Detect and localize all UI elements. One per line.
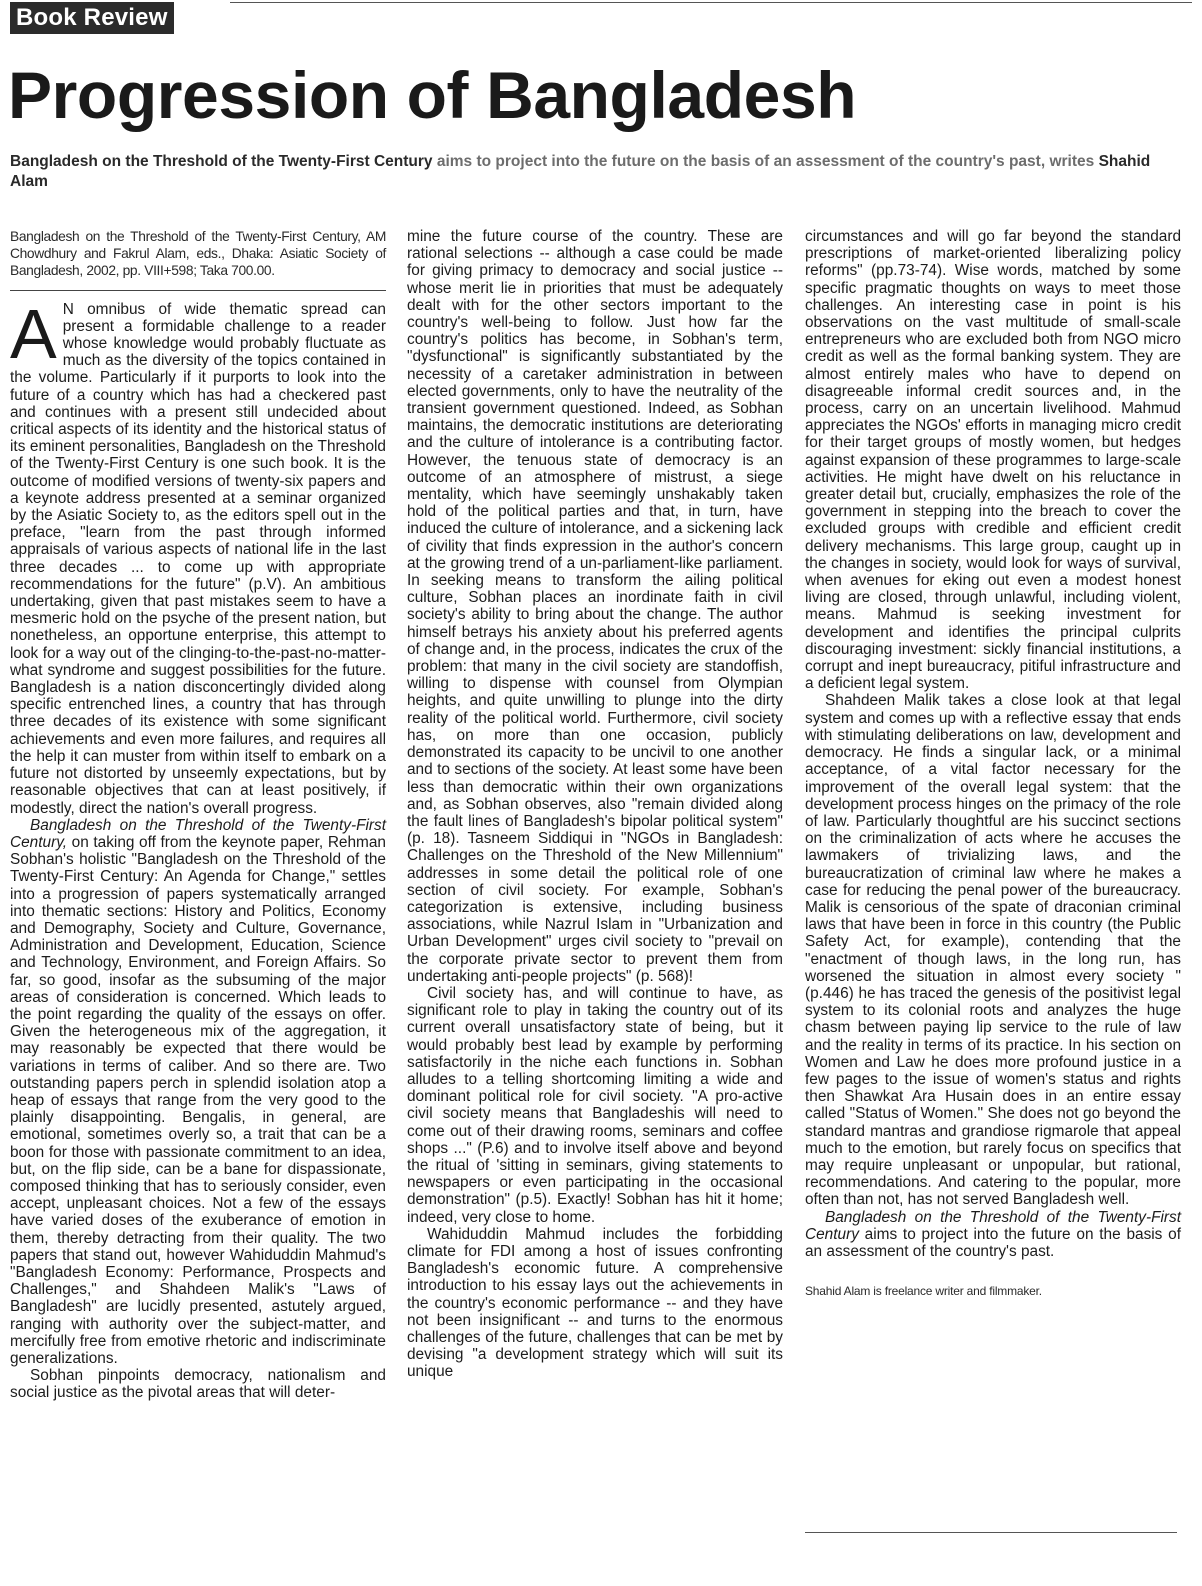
drop-cap: A (10, 294, 57, 373)
paragraph-text: on taking off from the keynote paper, Rehman Sobhan's holistic "Bangladesh on the Threshold of the Twenty-First Century: An Agenda for Change," settles into a progression of papers systematically arranged into thematic sections: History and Politics, Economy and Demography, Society and Culture, Governance, Administration and Development, Education, Science and Technology, Environment, and Foreign Affairs. So far, so good, insofar as the subsuming of the major areas of consideration is concerned. Which leads to the point regarding the quality of the essays on offer. Given the heterogeneous mix of the aggregation, it may reasonably be expected that there would be variations in terms of caliber. And so there are. Two outstanding papers perch in splendid isolation atop a heap of essays that range from the very good to the plainly disappointing. Bengalis, in general, are emotional, sometimes overly so, a trait that can be a boon for those with passionate commitment to an idea, but, on the flip side, can be a bane for dispassionate, composed thinking that has to seriously consider, even accept, unpleasant choices. Not a few of the essays have varied doses of the exuberance of emotion in them, thereby detracting from their quality. The two papers that stand out, however Wahiduddin Mahmud's "Bangladesh Economy: Performance, Prospects and Challenges," and Shahdeen Malik's "Laws of Bangladesh" are lucidly presented, astutely argued, ranging with authority over the subject-matter, and mercifully free from emotive rhetoric and indiscriminate generalizations. (10, 833, 386, 1367)
paragraph: circumstances and will go far beyond the standard prescriptions of market-oriented liberalizing policy reforms" (pp.73-74). Wise words, matched by some specific pragmatic thoughts on ways to meet those challenges. An interesting case in point is his observations on the vast multitude of small-scale entrepreneurs who are excluded both from NGO micro credit as well as the formal banking system. They are almost entirely males who have to depend on disagreeable informal credit sources and, in the process, carry on an uncertain livelihood. Mahmud appreciates the NGOs' efforts in managing micro credit for their target groups of mostly women, but hedges against expansion of these programmes to large-scale activities. He might have dwelt on his reluctance in greater detail but, crucially, emphasizes the role of the government in stepping into the breach to cover the excluded groups with credible and efficient credit delivery mechanisms. This large group, caught up in the changes in society, would look for ways of survival, when avenues for eking out even a modest honest living are closed, through unlawful, including violent, means. Mahmud is seeking investment for development and identifies the principal culprits discouraging investment: sickly financial institutions, a corrupt and inept bureaucracy, pitiful infrastructure and a deficient legal system. (805, 228, 1181, 693)
paragraph (10, 294, 386, 817)
standfirst-summary: aims to project into the future on the basis of an assessment of the country's past, writes (432, 153, 1099, 170)
paragraph-text: aims to project into the future on the basis of an assessment of the country's past. (805, 1225, 1181, 1260)
standfirst (10, 152, 1180, 192)
paragraph (805, 1209, 1181, 1261)
headline: Progression of Bangladesh (8, 58, 857, 132)
paragraph: Shahdeen Malik takes a close look at that legal system and comes up with a reflective essay that ends with stimulating deliberations on law, development and democracy. He finds a singular lack, or a minimal acceptance, of a vital factor necessary for the improvement of the overall legal system: that the development process hinges on the primacy of the role of law. Particularly thoughtful are his succinct sections on the criminalization of acts where he accuses the lawmakers of trivializing laws, and the bureaucratization of criminal law where he makes a case for reducing the penal power of the bureaucracy. Malik is censorious of the spate of draconian criminal laws that have been in force in this country (the Public Safety Act, for example), contending that the "enactment of though laws, in the long run, has worsened the situation in almost every society " (p.446) he has traced the genesis of the positivist legal system to its colonial roots and analyzes the huge chasm between paying lip service to the rule of law and the reality in terms of its practice. In his section on Women and Law he does more profound justice in a few pages to the issue of women's status and rights then Shawkat Ara Husain does in an entire essay called "Status of Women." She does not go beyond the standard mantras and grandiose rigmarole that appeal much to the emotion, but rarely focus on specifics that may require unpleasant or unpopular, but rational, recommendations. And catering to the popular, more often than not, has not served Bangladesh well. (805, 692, 1181, 1209)
standfirst-author: Shahid Alam (10, 153, 1151, 190)
paragraph: Civil society has, and will continue to have, as significant role to play in taking the country out of its current overall unsatisfactory state of being, but it would probably best lead by example by performing satisfactorily in the niche each functions in. Sobhan alludes to a telling shortcoming limiting a wide and dominant political role for civil society. "A pro-active civil society means that Bangladeshis will need to come out of their drawing rooms, seminars and coffee shops ..." (P.6) and to involve itself above and beyond the ritual of 'sitting in seminars, giving statements to newspapers or even participating in the occasional demonstration" (p.5). Exactly! Sobhan has hit it home; indeed, very close to home. (407, 984, 783, 1226)
standfirst-book-title: Bangladesh on the Threshold of the Twenty-First Century (10, 153, 433, 170)
book-title-italic: Bangladesh on the Threshold of the Twenty-First Century (805, 1208, 1181, 1243)
top-rule (230, 2, 1192, 3)
bottom-rule (805, 1532, 1177, 1533)
author-credit: Shahid Alam is freelance writer and filmmaker. (805, 1284, 1042, 1299)
paragraph: mine the future course of the country. These are rational selections -- although a case could be made for giving primacy to democracy and social justice -- whose merit lie in priorities that must be adequately dealt with for the other sectors important to the country's well-being to follow. Just how far the country's politics has become, in Sobhan's term, "dysfunctional" is significantly substantiated by the necessity of a caretaker administration in between elected governments, only to have the neutrality of the transient government questioned. Indeed, as Sobhan maintains, the democratic institutions are deteriorating and the culture of intolerance is a contributing factor. However, the tenuous state of democracy is an outcome of an atmosphere of mistrust, a siege mentality, which have seemingly unshakably taken hold of the political parties and that, in turn, have induced the culture of intolerance, and a sickening lack of civility that finds expression in the author's concern at the growing trend of a un-parliament-like parliament. In seeking means to transform the ailing political culture, Sobhan places an inordinate faith in civil society's ability to bring about the change. The author himself betrays his anxiety about his preferred agents of change and, in the process, indicates the crux of the problem: that many in the civil society are standoffish, willing to dispense with counsel from Olympian heights, and quite unwilling to plunge into the dirty reality of the political world. Furthermore, civil society has, on more than one occasion, publicly demonstrated its capacity to be uncivil to one another and to sections of the society. At least some have been less than democratic within their own organizations and, as Sobhan observes, also "remain divided along the fault lines of Bangladesh's bipolar political system" (p. 18). Tasneem Siddiqui in "NGOs in Bangladesh: Challenges on the Threshold of the New Millennium" addresses in some detail the political role of one section of civil society. For example, Sobhan's categorization is extensive, including business associations, while Nazrul Islam in "Urbanization and Urban Development" urges civil society to "prevail on the corporate private sector to prevent them from undertaking anti-people projects" (p. 568)! (407, 228, 783, 985)
column-3 (805, 228, 1181, 1299)
paragraph (10, 817, 386, 1368)
paragraph: Wahiduddin Mahmud includes the forbidding climate for FDI among a host of issues confronting Bangladesh's economic future. A comprehensive introduction to his essay lays out the achievements in the country's economic performance -- and they have not been insignificant -- and turns to the enormous challenges of the future, challenges that can be met by devising "a development strategy which will suit its unique (407, 1225, 783, 1381)
paragraph: Sobhan pinpoints democracy, nationalism and social justice as the pivotal areas that will deter- (10, 1367, 386, 1402)
book-title-italic: Bangladesh on the Threshold of the Twenty-First Century, (10, 816, 386, 851)
column-1 (10, 228, 386, 1402)
paragraph-text: N omnibus of wide thematic spread can present a formidable challenge to a reader whose knowledge would probably fluctuate as much as the diversity of the topics contained in the volume. Particularly if it purports to look into the future of a country which has had a checkered past and continues with a present still undecided about critical aspects of its identity and the historical status of its eminent personalities, Bangladesh on the Threshold of the Twenty-First Century is one such book. It is the outcome of modified versions of twenty-six papers and a keynote address presented at a seminar organized by the Asiatic Society to, as the editors spell out in the preface, "learn from the past through informed appraisals of various aspects of national life in the last three decades ... to come up with appropriate recommendations for the future" (p.V). An ambitious undertaking, given that past mistakes seem to have a mesmeric hold on the psyche of the present nation, but nonetheless, an opportune enterprise, this attempt to look for a way out of the clinging-to-the-past-no-matter-what syndrome and suggest possibilities for the future. Bangladesh is a nation disconcertingly divided along specific entrenched lines, a country that has through three decades of its existence with some significant achievements and even more failures, and requires all the help it can muster from within itself to embark on a future not distorted by unseemly expectations, but by reasonable objectives that can at least positively, if modestly, direct the nation's overall progress. (10, 300, 386, 817)
book-info: Bangladesh on the Threshold of the Twenty-First Century, AM Chowdhury and Fakrul Alam, eds., Dhaka: Asiatic Society of Bangladesh, 2002, pp. VIII+598; Taka 700.00. (10, 228, 386, 291)
column-2 (407, 228, 783, 1381)
section-label: Book Review (10, 2, 174, 34)
